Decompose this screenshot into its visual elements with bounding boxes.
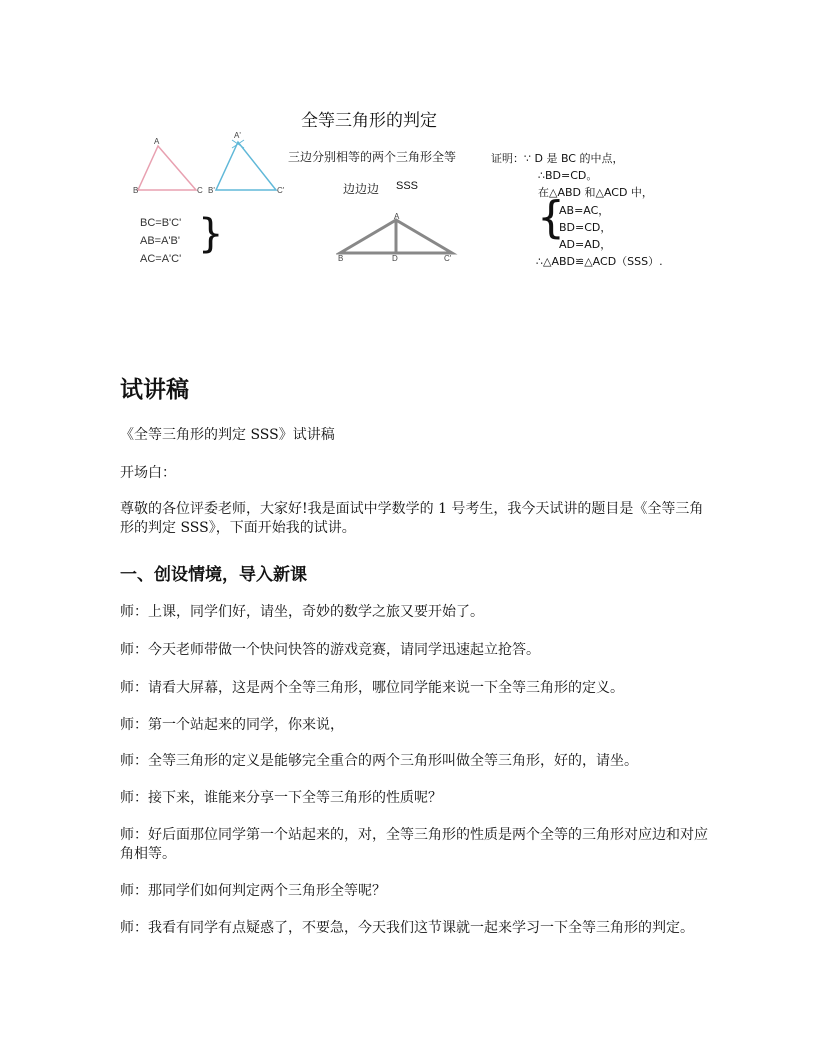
script-line: 师：全等三角形的定义是能够完全重合的两个三角形叫做全等三角形，好的，请坐。 — [120, 753, 638, 769]
vertex-c-label: C — [197, 186, 203, 195]
truss-c-label: C' — [444, 254, 452, 263]
proof-item-1: AB=AC， — [559, 204, 610, 217]
vertex-a-label: A — [154, 137, 160, 146]
equality-ac: AC=A'C' — [140, 253, 182, 265]
script-line: 师：那同学们如何判定两个三角形全等呢？ — [120, 883, 386, 899]
figure-title: 全等三角形的判定 — [301, 111, 437, 131]
truss-d-label: D — [392, 254, 398, 263]
vertex-a-prime-label: A' — [234, 131, 241, 140]
proof-item-3: AD=AD， — [559, 238, 612, 251]
sss-chinese: 边边边 — [343, 182, 380, 196]
script-line: 师：请看大屏幕，这是两个全等三角形，哪位同学能来说一下全等三角形的定义。 — [120, 680, 624, 696]
right-brace-icon: } — [198, 211, 224, 257]
section-heading-1: 一、创设情境，导入新课 — [120, 565, 307, 585]
intro-paragraph: 尊敬的各位评委老师，大家好!我是面试中学数学的 1 号考生，我今天试讲的题目是《全等三角形的判定 SSS》，下面开始我的试讲。 — [120, 501, 704, 536]
script-line: 师：今天老师带做一个快问快答的游戏竞赛，请同学迅速起立抢答。 — [120, 642, 540, 658]
proof-line-1: 证明：∵ D 是 BC 的中点， — [491, 152, 624, 165]
proof-line-3: 在△ABD 和△ACD 中， — [538, 186, 653, 199]
triangle-abc-shape — [138, 146, 196, 190]
triangle-a-prime-shape — [216, 142, 276, 190]
sss-rule-text: 三边分别相等的两个三角形全等 — [288, 150, 457, 164]
vertex-b-prime-label: B' — [208, 186, 215, 195]
left-brace-icon: { — [537, 192, 565, 243]
vertex-c-prime-label: C' — [277, 186, 285, 195]
script-line: 师：接下来，谁能来分享一下全等三角形的性质呢？ — [120, 790, 442, 806]
truss-a-label: A — [394, 212, 400, 221]
vertex-b-label: B — [133, 186, 139, 195]
sss-abbr: SSS — [396, 180, 419, 192]
script-line: 师：我看有同学有点疑惑了，不要急，今天我们这节课就一起来学习一下全等三角形的判定。 — [120, 920, 694, 936]
equality-bc: BC=B'C' — [140, 217, 182, 229]
opening-label: 开场白： — [120, 465, 176, 481]
proof-line-2: ∴BD=CD。 — [538, 169, 598, 182]
equality-ab: AB=A'B' — [140, 235, 180, 247]
page-heading: 试讲稿 — [120, 377, 189, 403]
script-line: 师：好后面那位同学第一个站起来的，对，全等三角形的性质是两个全等的三角形对应边和对应角相等。 — [120, 827, 708, 862]
proof-item-2: BD=CD， — [559, 221, 612, 234]
proof-conclusion: ∴△ABD≌△ACD（SSS）. — [536, 255, 663, 268]
script-line: 师：上课，同学们好，请坐，奇妙的数学之旅又要开始了。 — [120, 604, 484, 620]
script-line: 师：第一个站起来的同学，你来说， — [120, 717, 344, 733]
triangle-a-prime — [208, 130, 288, 196]
title-line: 《全等三角形的判定 SSS》试讲稿 — [120, 427, 335, 443]
truss-b-label: B — [338, 254, 344, 263]
